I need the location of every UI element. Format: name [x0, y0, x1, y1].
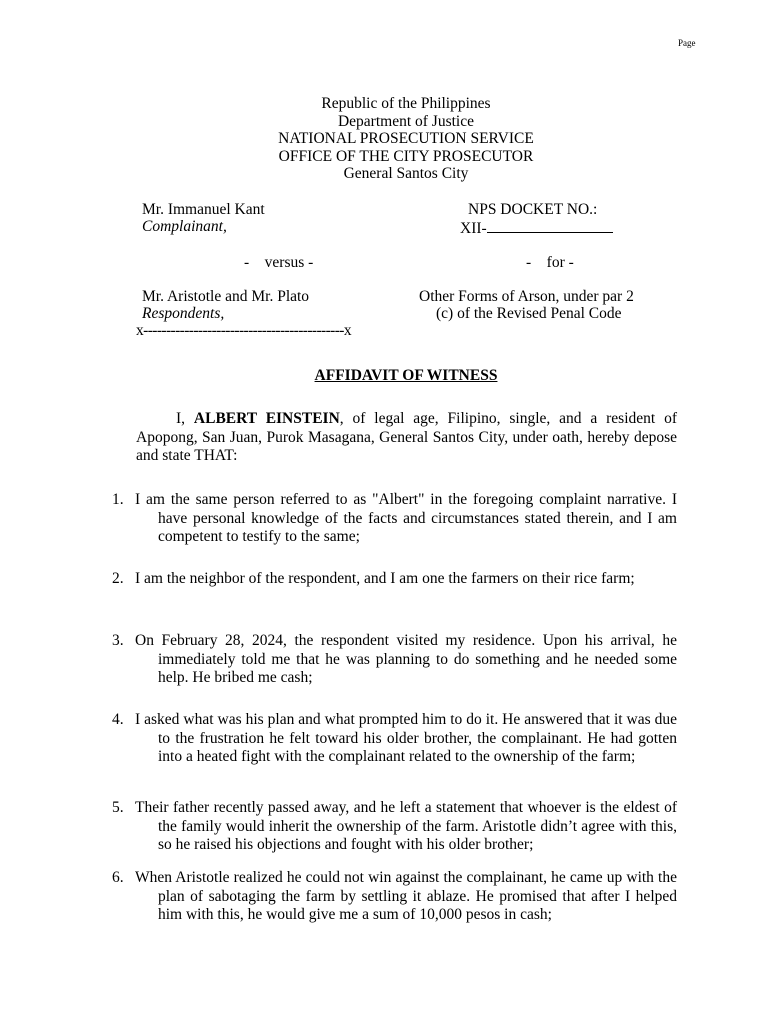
affidavit-title: AFFIDAVIT OF WITNESS — [314, 367, 498, 384]
list-item — [112, 491, 677, 547]
list-item — [112, 570, 677, 589]
list-item-text: I asked what was his plan and what prompted him to do it. He answered that it was due to the frustration he felt toward his older brother, the complainant. He had gotten into a heated fight with the complainant related to the ownership of the farm; — [135, 711, 677, 765]
intro-paragraph — [136, 410, 677, 466]
list-item — [112, 799, 677, 855]
list-item-text: Their father recently passed away, and he left a statement that whoever is the eldest of the family would inherit the ownership of the farm. Aristotle didn’t agree with this, so he raised his objections and fought with his older brother; — [135, 799, 677, 853]
respondents-role: Respondents, — [142, 305, 225, 322]
intro-pre: I, — [176, 410, 194, 427]
docket-blank-line — [487, 218, 613, 233]
docket-prefix: XII- — [460, 220, 487, 237]
docket-number — [460, 218, 613, 238]
list-item-number: 6. — [112, 869, 124, 886]
for-label: - for - — [526, 254, 574, 271]
list-item-text: On February 28, 2024, the respondent visited my residence. Upon his arrival, he immediately told me that he was planning to do something and he needed some help. He bribed me cash; — [135, 632, 677, 686]
intro-post: , of legal age, Filipino, single, and a resident of Apopong, San Juan, Purok Masagana, General Santos City, under oath, hereby depose and state THAT: — [136, 410, 677, 464]
list-item-number: 4. — [112, 711, 124, 728]
list-item-number: 5. — [112, 799, 124, 816]
complainant-role: Complainant, — [142, 218, 227, 235]
charge-line-2: (c) of the Revised Penal Code — [436, 305, 622, 322]
list-item-number: 2. — [112, 570, 124, 587]
list-item-text: When Aristotle realized he could not win against the complainant, he came up with the plan of sabotaging the farm by settling it ablaze. He promised that after I helped him with this, he would give me a sum of 10,000 pesos in cash; — [135, 869, 677, 923]
header-nps: NATIONAL PROSECUTION SERVICE — [278, 130, 534, 147]
docket-label: NPS DOCKET NO.: — [468, 201, 598, 218]
charge-line-1: Other Forms of Arson, under par 2 — [419, 288, 634, 305]
list-item-text: I am the same person referred to as "Albert" in the foregoing complaint narrative. I have personal knowledge of the facts and circumstances stated therein, and I am competent to testify to the same; — [135, 491, 677, 545]
list-item — [112, 632, 677, 688]
list-item — [112, 711, 677, 767]
header-office: OFFICE OF THE CITY PROSECUTOR — [278, 147, 534, 165]
header-department: Department of Justice — [337, 112, 474, 130]
document-header — [0, 95, 768, 183]
caption-separator: x--------------------------------------------x — [136, 322, 352, 339]
versus-label: - versus - — [244, 254, 314, 271]
list-item-number: 3. — [112, 632, 124, 649]
header-city: General Santos City — [343, 165, 469, 182]
list-item — [112, 869, 677, 925]
page-label: Page — [678, 38, 696, 48]
list-item-number: 1. — [112, 491, 124, 508]
affiant-name: ALBERT EINSTEIN — [193, 410, 340, 427]
list-item-text: I am the neighbor of the respondent, and I am one the farmers on their rice farm; — [135, 570, 635, 587]
respondents-name: Mr. Aristotle and Mr. Plato — [142, 288, 310, 305]
header-republic: Republic of the Philippines — [321, 95, 491, 112]
complainant-name: Mr. Immanuel Kant — [142, 201, 265, 218]
